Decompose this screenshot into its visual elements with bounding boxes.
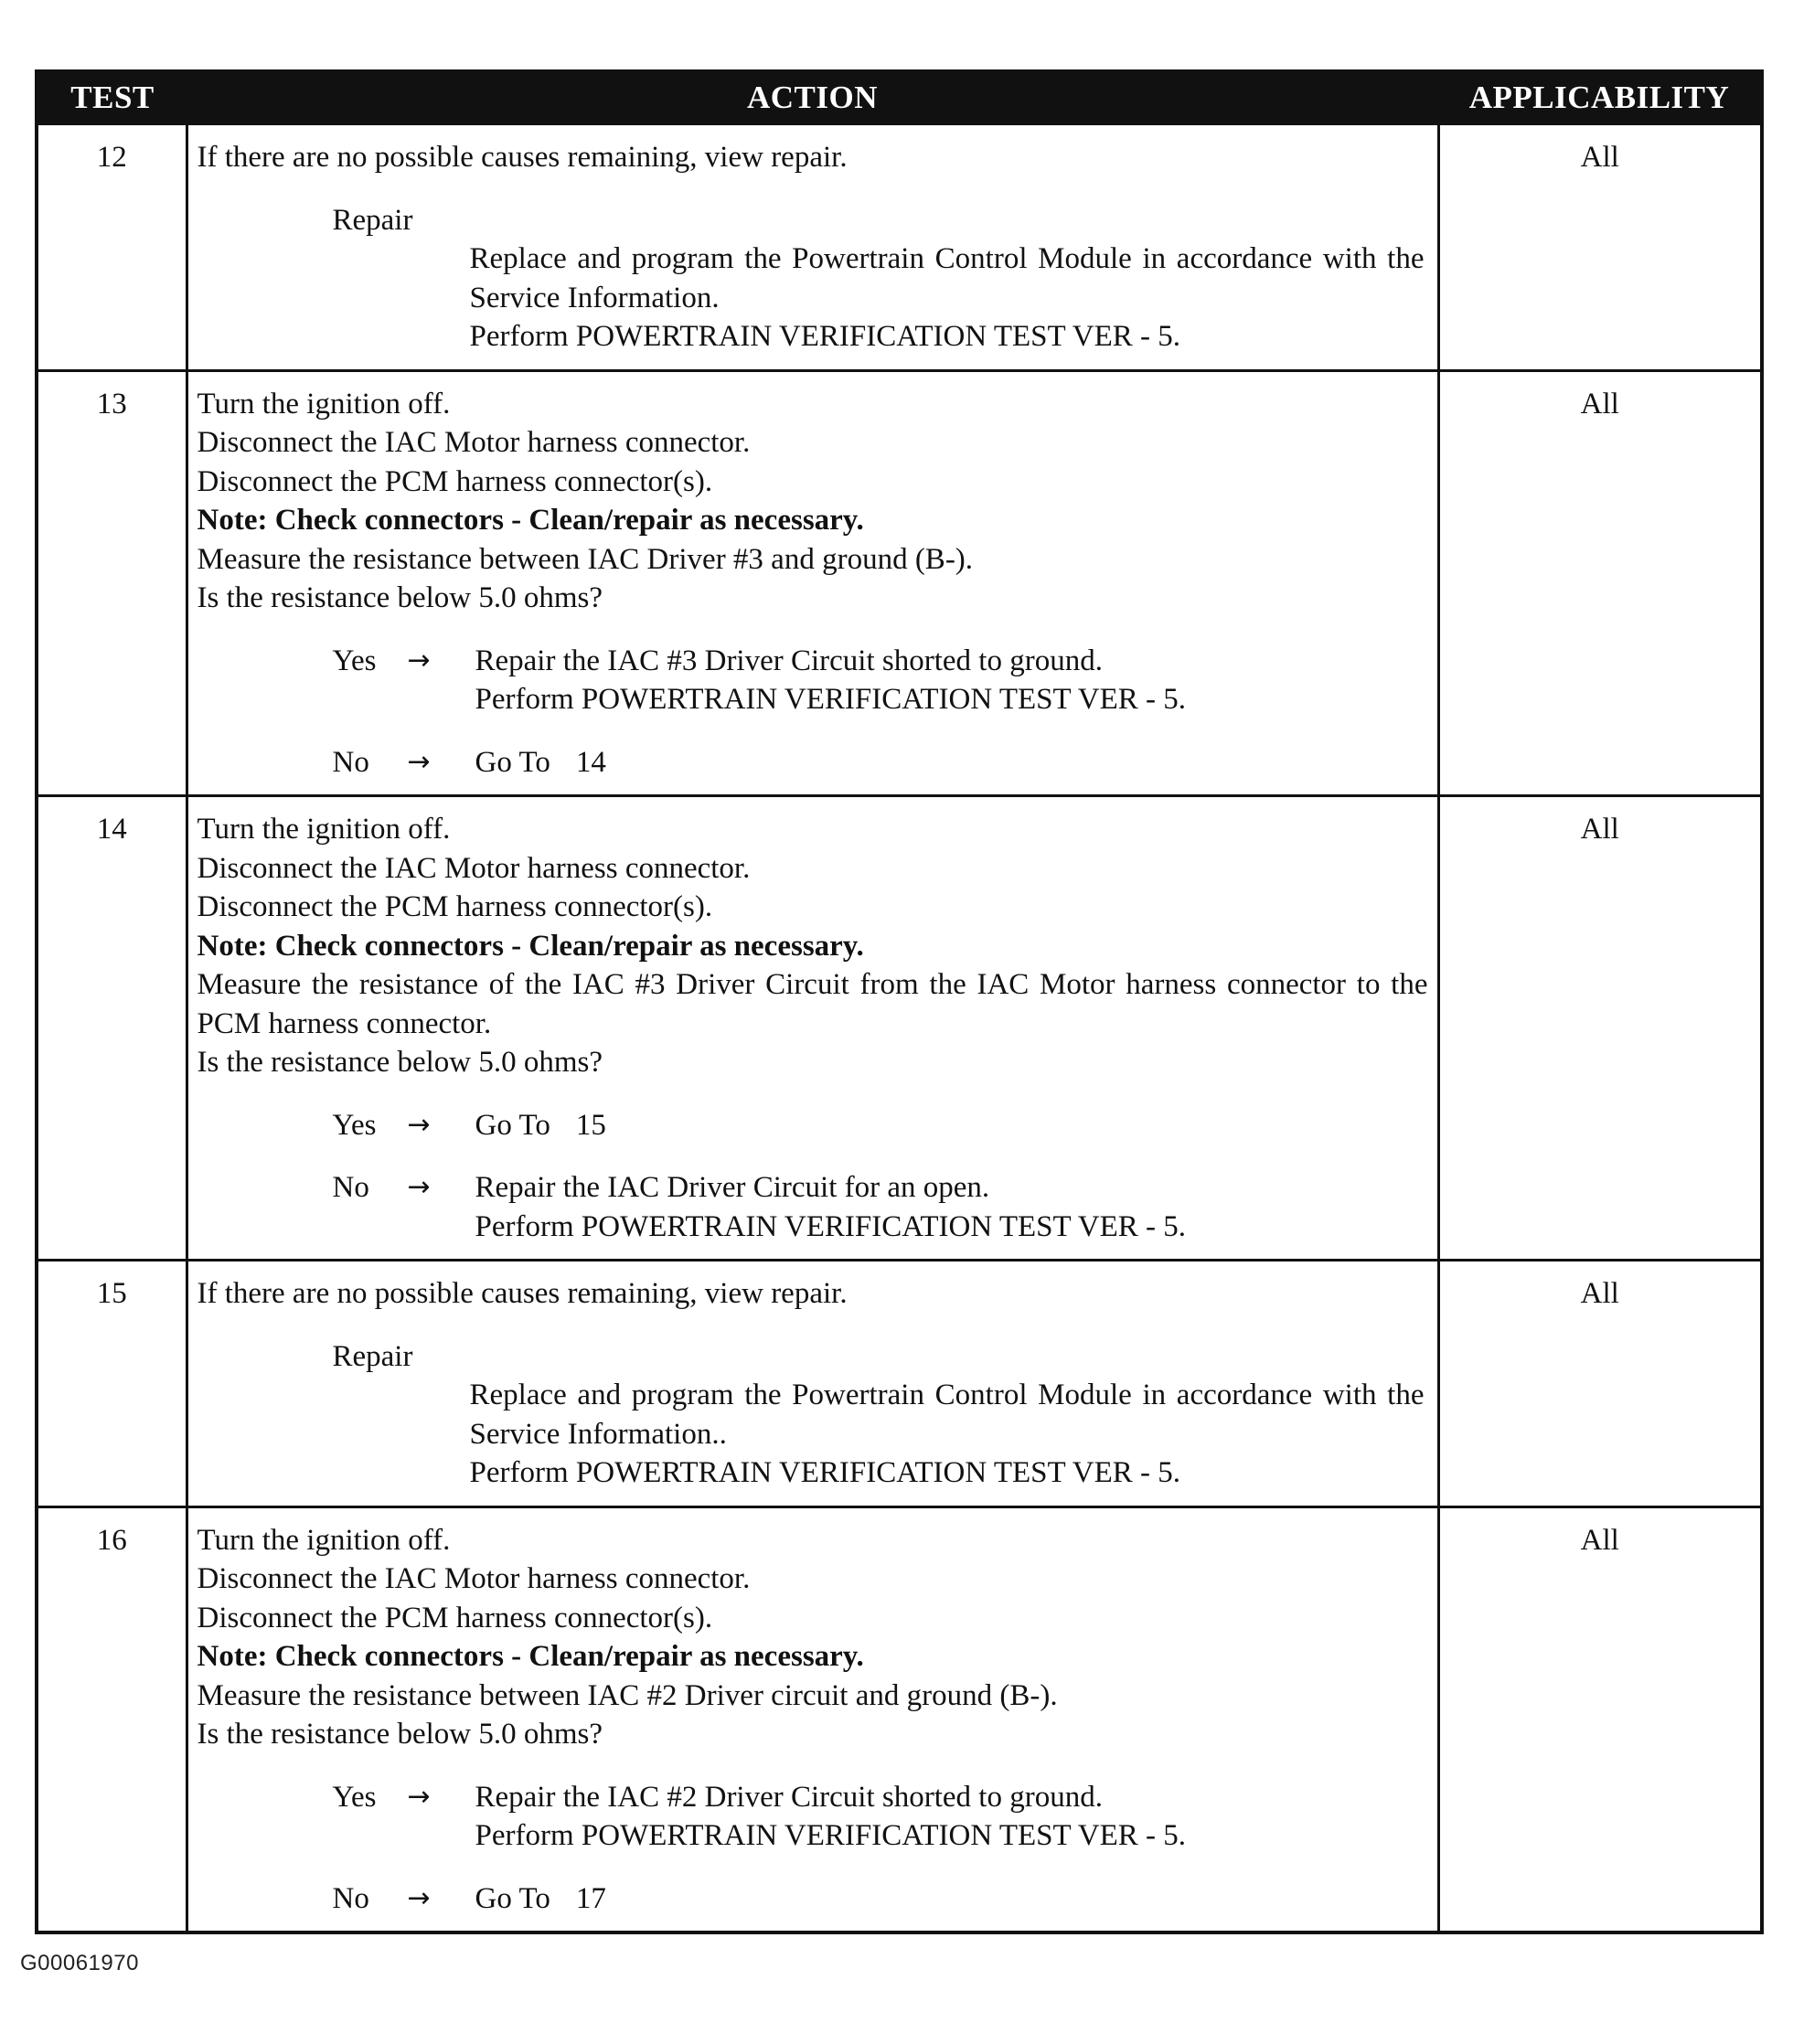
branch-action-line: Perform POWERTRAIN VERIFICATION TEST VER - 5. bbox=[475, 1819, 1186, 1852]
instruction-line: Measure the resistance of the IAC #3 Driver Circuit from the IAC Motor harness connector to the PCM harness connector. bbox=[197, 968, 1435, 1040]
repair-label: Repair bbox=[332, 203, 413, 237]
action-cell bbox=[187, 1506, 1438, 1932]
branch-action-line: Repair the IAC #3 Driver Circuit shorted to ground. bbox=[475, 644, 1103, 677]
action-cell bbox=[187, 796, 1438, 1261]
question-line: Is the resistance below 5.0 ohms? bbox=[197, 1718, 603, 1751]
yes-branch bbox=[197, 1778, 1428, 1856]
right-arrow-icon: → bbox=[407, 1780, 431, 1813]
table-row bbox=[37, 1261, 1762, 1507]
no-label: No bbox=[332, 1881, 369, 1915]
goto-label: Go To bbox=[475, 745, 550, 779]
table-header bbox=[37, 71, 1762, 124]
action-cell bbox=[187, 1261, 1438, 1507]
instruction-line: Turn the ignition off. bbox=[197, 813, 451, 846]
applicability-value: All bbox=[1438, 796, 1762, 1261]
instruction-line: Disconnect the IAC Motor harness connector. bbox=[197, 426, 751, 459]
instruction-line: Disconnect the IAC Motor harness connector. bbox=[197, 1562, 751, 1595]
note-text: Note: Check connectors - Clean/repair as necessary. bbox=[197, 929, 864, 963]
right-arrow-icon: → bbox=[407, 644, 431, 676]
branch-action-line: Repair the IAC #2 Driver Circuit shorted to ground. bbox=[475, 1780, 1103, 1814]
question-line: Is the resistance below 5.0 ohms? bbox=[197, 581, 603, 614]
goto-test-number: 15 bbox=[575, 1108, 606, 1142]
no-branch bbox=[197, 1879, 1428, 1919]
instruction-line: Measure the resistance between IAC #2 Driver circuit and ground (B-). bbox=[197, 1678, 1058, 1712]
yes-label: Yes bbox=[332, 1108, 377, 1142]
applicability-value: All bbox=[1438, 1506, 1762, 1932]
yes-branch bbox=[197, 642, 1428, 719]
no-branch bbox=[197, 743, 1428, 782]
figure-code: G00061970 bbox=[20, 1951, 139, 1975]
applicability-value: All bbox=[1438, 370, 1762, 796]
yes-branch bbox=[197, 1106, 1428, 1145]
test-number: 16 bbox=[37, 1506, 187, 1932]
goto-test-number: 17 bbox=[575, 1881, 606, 1915]
header-applicability: APPLICABILITY bbox=[1438, 71, 1762, 124]
instruction-line: Disconnect the IAC Motor harness connector. bbox=[197, 851, 751, 885]
repair-label: Repair bbox=[332, 1339, 413, 1373]
instruction-line: Turn the ignition off. bbox=[197, 387, 451, 421]
table-row bbox=[37, 796, 1762, 1261]
repair-text: Perform POWERTRAIN VERIFICATION TEST VER - 5. bbox=[469, 320, 1180, 353]
applicability-value: All bbox=[1438, 124, 1762, 371]
instruction-line: If there are no possible causes remaining, view repair. bbox=[197, 141, 848, 174]
goto-test-number: 14 bbox=[575, 745, 606, 779]
repair-text: Perform POWERTRAIN VERIFICATION TEST VER - 5. bbox=[469, 1456, 1180, 1489]
header-action: ACTION bbox=[187, 71, 1438, 124]
no-label: No bbox=[332, 1171, 369, 1204]
applicability-value: All bbox=[1438, 1261, 1762, 1507]
instruction-line: Measure the resistance between IAC Driver #3 and ground (B-). bbox=[197, 542, 974, 576]
test-number: 14 bbox=[37, 796, 187, 1261]
note-text: Note: Check connectors - Clean/repair as necessary. bbox=[197, 1640, 864, 1673]
no-branch bbox=[197, 1168, 1428, 1246]
no-label: No bbox=[332, 745, 369, 779]
test-number: 15 bbox=[37, 1261, 187, 1507]
branch-action-line: Perform POWERTRAIN VERIFICATION TEST VER - 5. bbox=[475, 683, 1186, 716]
header-test: TEST bbox=[37, 71, 187, 124]
right-arrow-icon: → bbox=[407, 745, 431, 778]
right-arrow-icon: → bbox=[407, 1881, 431, 1914]
instruction-line: Turn the ignition off. bbox=[197, 1523, 451, 1557]
table-row bbox=[37, 370, 1762, 796]
action-cell bbox=[187, 124, 1438, 371]
instruction-line: Disconnect the PCM harness connector(s). bbox=[197, 890, 713, 923]
branch-action-line: Repair the IAC Driver Circuit for an open. bbox=[475, 1171, 990, 1204]
test-number: 12 bbox=[37, 124, 187, 371]
right-arrow-icon: → bbox=[407, 1171, 431, 1203]
table-row bbox=[37, 1506, 1762, 1932]
goto-label: Go To bbox=[475, 1108, 550, 1142]
branch-action-line: Perform POWERTRAIN VERIFICATION TEST VER - 5. bbox=[475, 1209, 1186, 1243]
table-row bbox=[37, 124, 1762, 371]
right-arrow-icon: → bbox=[407, 1108, 431, 1141]
repair-text: Replace and program the Powertrain Control Module in accordance with the Service Information. bbox=[469, 242, 1425, 314]
goto-label: Go To bbox=[475, 1881, 550, 1915]
header-row bbox=[37, 71, 1762, 124]
instruction-line: If there are no possible causes remaining, view repair. bbox=[197, 1277, 848, 1310]
question-line: Is the resistance below 5.0 ohms? bbox=[197, 1046, 603, 1079]
instruction-line: Disconnect the PCM harness connector(s). bbox=[197, 464, 713, 498]
test-number: 13 bbox=[37, 370, 187, 796]
yes-label: Yes bbox=[332, 644, 377, 677]
diagnostic-procedure-table bbox=[35, 69, 1764, 1934]
action-cell bbox=[187, 370, 1438, 796]
instruction-line: Disconnect the PCM harness connector(s). bbox=[197, 1601, 713, 1634]
note-text: Note: Check connectors - Clean/repair as necessary. bbox=[197, 504, 864, 537]
repair-text: Replace and program the Powertrain Control Module in accordance with the Service Information.. bbox=[469, 1379, 1425, 1451]
yes-label: Yes bbox=[332, 1780, 377, 1814]
